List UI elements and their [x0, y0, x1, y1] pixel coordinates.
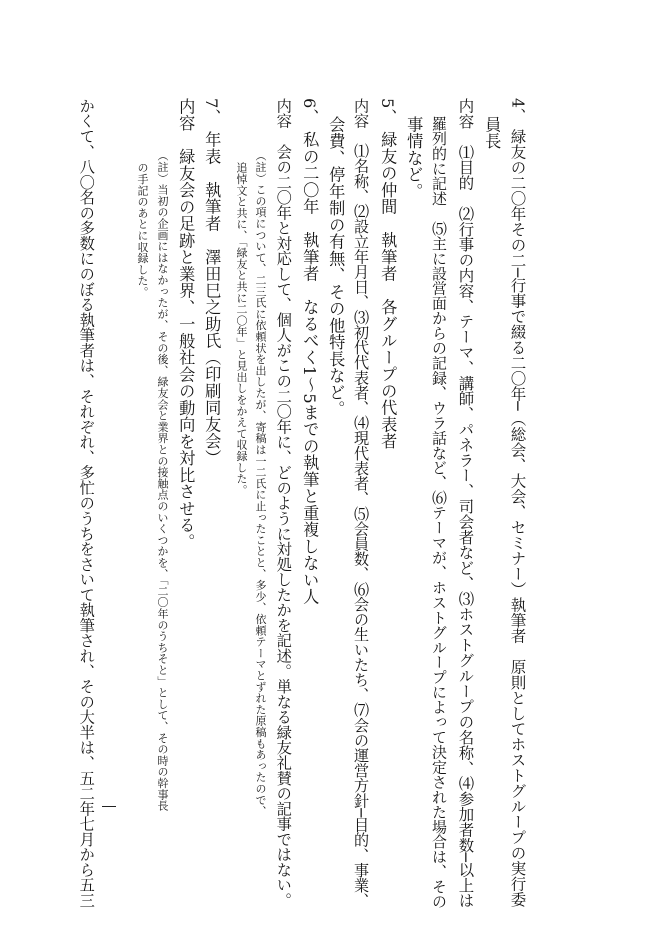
section-5-content-continued: 会費、停年制の有無、その他特長など。 — [326, 116, 346, 418]
section-6-note-continued: 追悼文と共に、「緑友と共に二〇年」と見出しをかえて収録した。 — [235, 162, 248, 496]
section-7-note-continued: の手記のあとに収録した。 — [136, 162, 149, 298]
section-4-content-end: 事情など。 — [404, 116, 424, 200]
closing-paragraph: かくて、八〇名の多数にのぼる執筆者は、それぞれ、多忙のうちをさいて執筆され、その大半は、五二年七月から五三 — [77, 98, 96, 908]
section-4-heading: 4、 緑友の二〇年その二─行事で綴る二〇年─（総会、大会、セミナー）執筆者 原則としてホストグループの実行委 — [508, 98, 527, 907]
section-7-heading: 7、 年表 執筆者 澤田巳之助氏（印刷同友会） — [202, 98, 222, 467]
section-7-note: （註）当初の企画にはなかったが、その後、緑友会と業界との接触点のいくつかを、「二〇年のうちそと」として、その時の幹事長 — [156, 150, 169, 812]
section-6-content: 内容 会の二〇年と対応して、個人がこの二〇年に、どのように対処したかを記述。単なる緑友礼賛の記事ではない。 — [274, 98, 293, 908]
section-6-heading: 6、 私の二〇年 執筆者 なるべく1〜5までの執筆と重複しない人 — [300, 98, 320, 606]
section-6-note: （註）この項について、二三氏に依頼状を出したが、寄稿は一二氏に止ったことと、多少、依頼テーマとずれた原稿もあったので、 — [254, 150, 267, 817]
section-4-heading-continued: 員長 — [482, 116, 502, 150]
section-4-content: 内容 ⑴目的 ⑵行事の内容、テーマ、講師、パネラー、司会者など、⑶ホストグループの名称、⑷参加者数─以上は — [456, 98, 475, 909]
section-7-content: 内容 緑友会の足跡と業界、一般社会の動向を対比させる。 — [176, 98, 196, 551]
section-5-heading: 5、 緑友の仲間 執筆者 各グループの代表者 — [378, 98, 398, 450]
section-4-content-continued: 羅列的に記述 ⑸主に設営面からの記録、ウラ話など、⑹テーマが、ホストグループによって決定された場合は、その — [429, 116, 448, 909]
divider-rule — [102, 806, 116, 807]
section-5-content: 内容 ⑴名称、⑵設立年月日、⑶初代代表者、⑷現代表者、⑸会員数、⑹会の生いたち、⑺会の運営方針─目的、事業、 — [352, 98, 371, 908]
